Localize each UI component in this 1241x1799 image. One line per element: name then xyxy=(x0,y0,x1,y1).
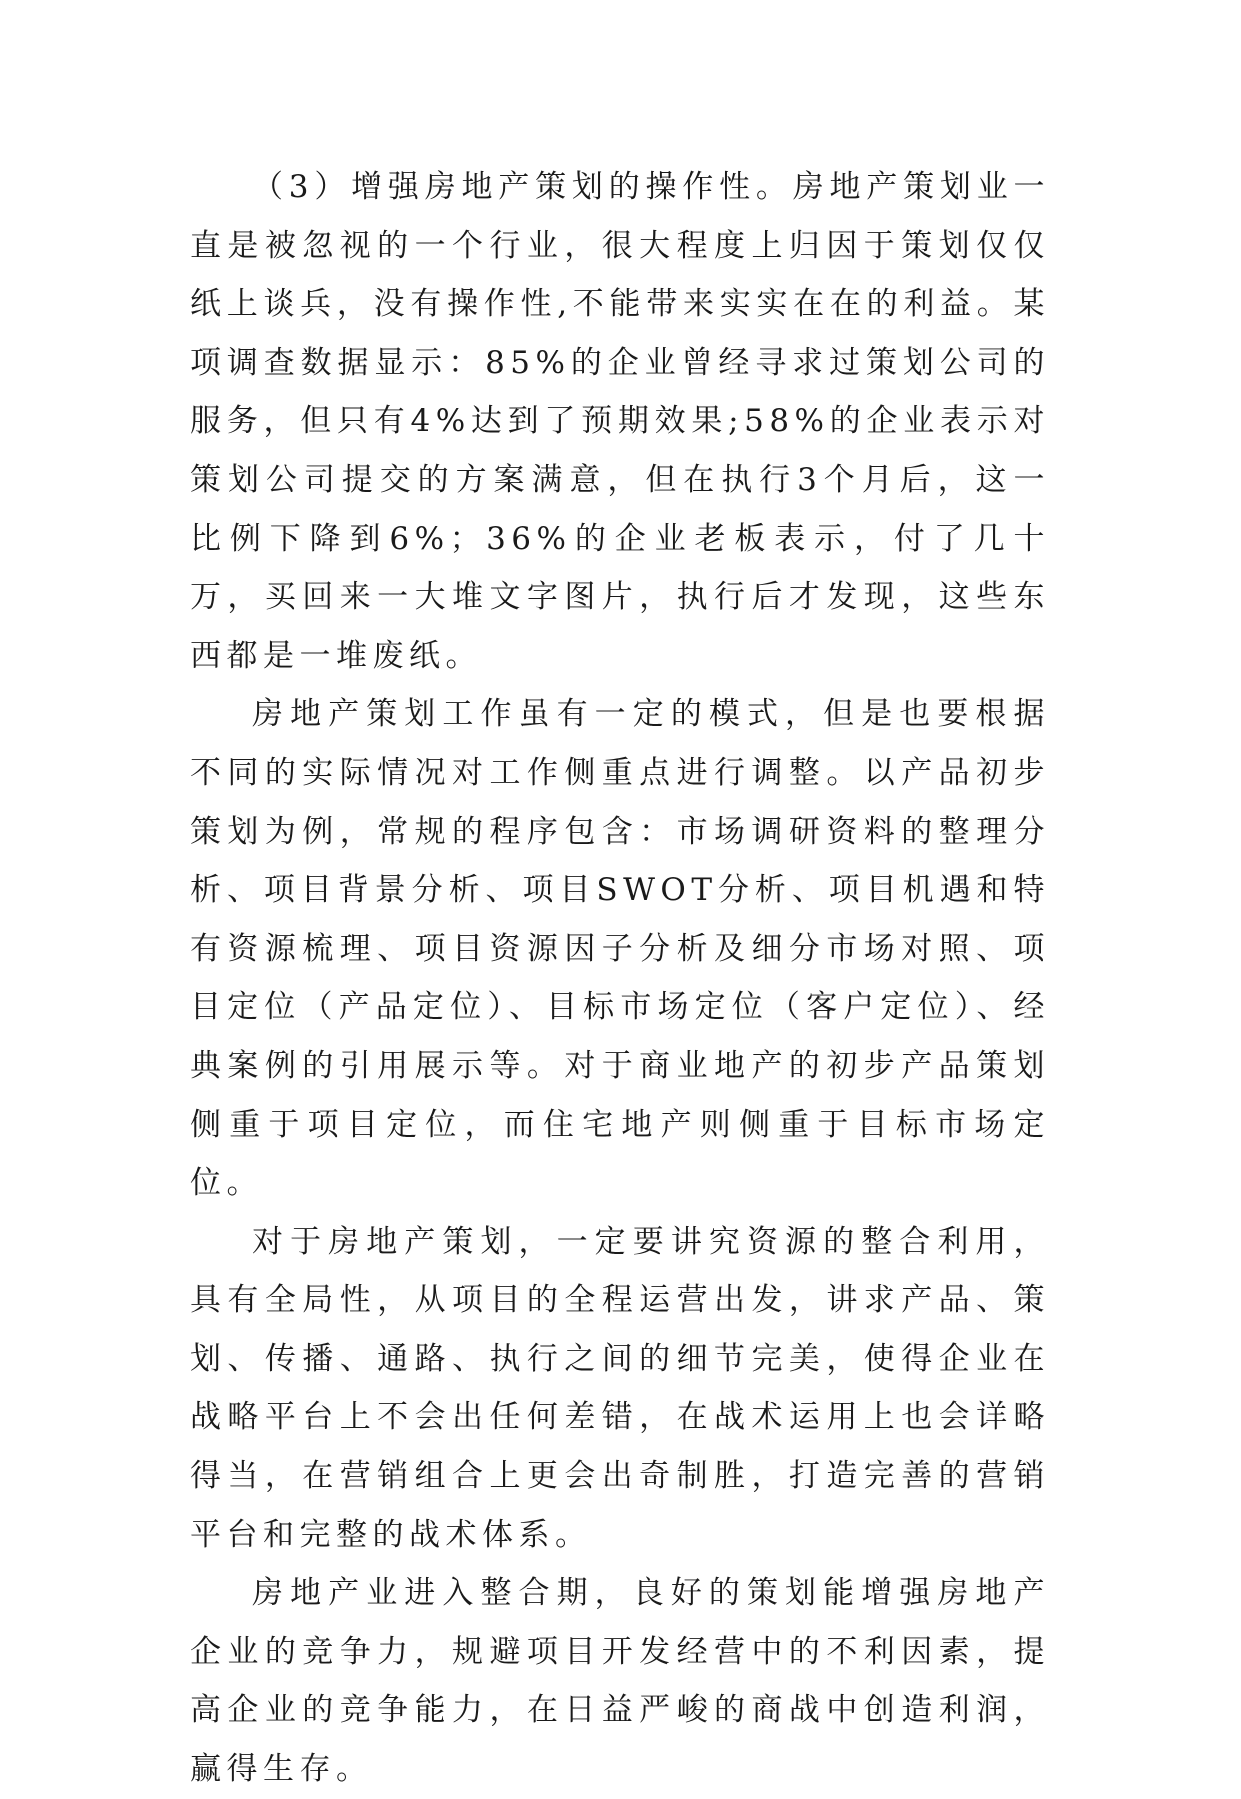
document-body xyxy=(190,158,1050,1799)
paragraph-planning-mode: 房地产策划工作虽有一定的模式，但是也要根据不同的实际情况对工作侧重点进行调整。以产品初步策划为例，常规的程序包含：市场调研资料的整理分析、项目背景分析、项目SWOT分析、项目机遇和特有资源梳理、项目资源因子分析及细分市场对照、项目定位（产品定位）、目标市场定位（客户定位）、经典案例的引用展示等。对于商业地产的初步产品策划侧重于项目定位，而住宅地产则侧重于目标市场定位。 xyxy=(190,696,1050,1202)
paragraph-operability: （3）增强房地产策划的操作性。房地产策划业一直是被忽视的一个行业，很大程度上归因于策划仅仅纸上谈兵，没有操作性,不能带来实实在在的利益。某项调查数据显示：85%的企业曾经寻求过策划公司的服务，但只有4%达到了预期效果;58%的企业表示对策划公司提交的方案满意，但在执行3个月后，这一比例下降到6%；36%的企业老板表示，付了几十万，买回来一大堆文字图片，执行后才发现，这些东西都是一堆废纸。 xyxy=(190,169,1050,674)
paragraph-conclusion: 房地产业进入整合期，良好的策划能增强房地产企业的竞争力，规避项目开发经营中的不利因素，提高企业的竞争能力，在日益严峻的商战中创造利润，赢得生存。 xyxy=(190,1575,1050,1788)
paragraph-resource-integration: 对于房地产策划，一定要讲究资源的整合利用，具有全局性，从项目的全程运营出发，讲求产品、策划、传播、通路、执行之间的细节完美，使得企业在战略平台上不会出任何差错，在战术运用上也会详略得当，在营销组合上更会出奇制胜，打造完善的营销平台和完整的战术体系。 xyxy=(190,1223,1050,1553)
